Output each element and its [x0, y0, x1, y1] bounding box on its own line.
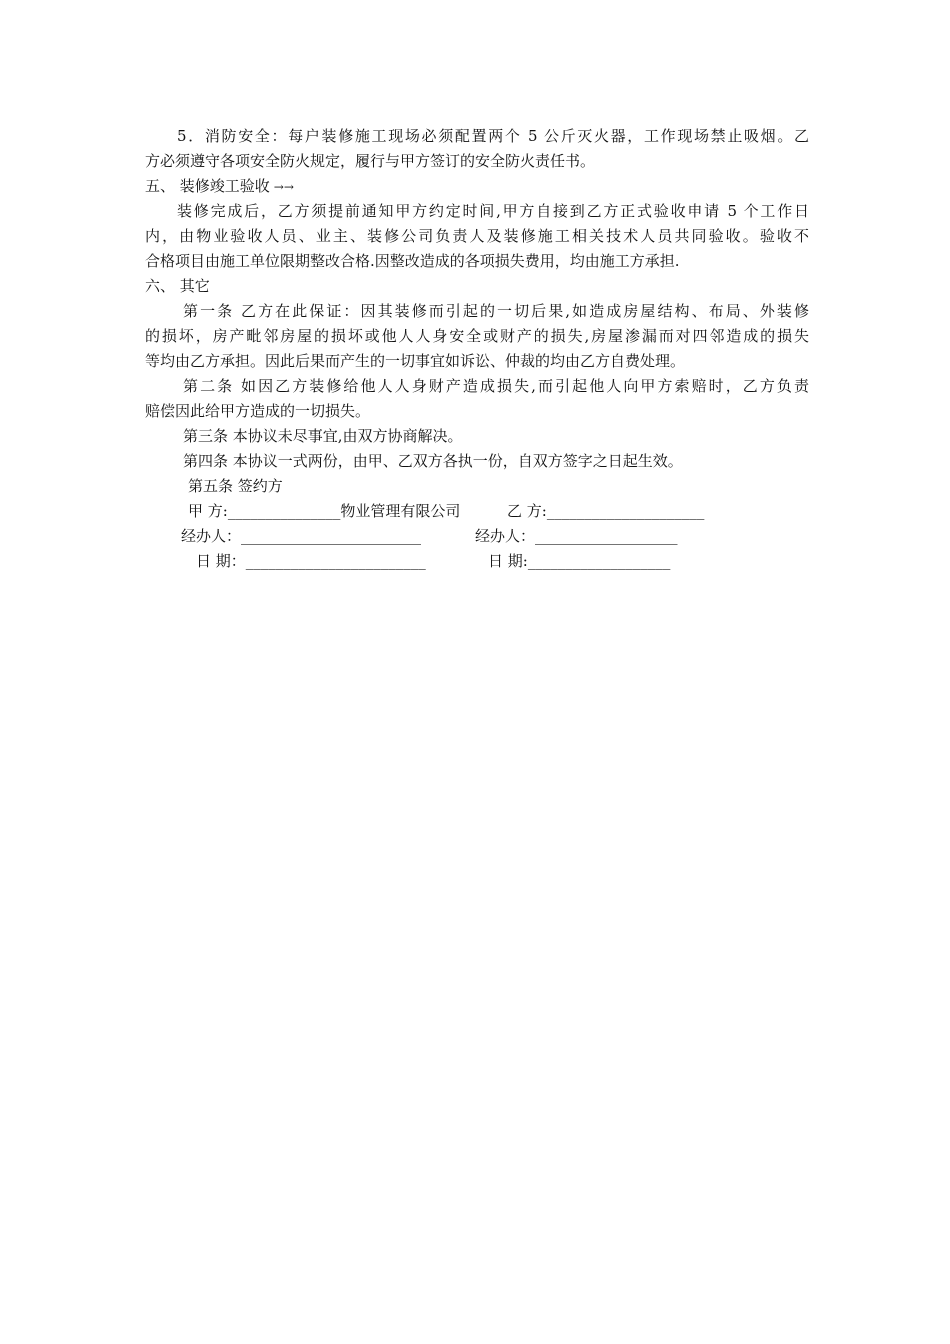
date-a-field: 日 期：________________________ [196, 552, 426, 570]
item5-line2: 方必须遵守各项安全防火规定，履行与甲方签订的安全防火责任书。 [145, 152, 596, 170]
agent-b-signature-field: 经办人：___________________ [475, 527, 678, 545]
signature-row-parties [145, 499, 809, 524]
section5-heading [145, 174, 809, 199]
section5-paragraph-line3: 合格项目由施工单位限期整改合格.因整改造成的各项损失费用，均由施工方承担. [145, 252, 680, 270]
document-page [145, 124, 809, 574]
agent-a-signature-field: 经办人：________________________ [181, 527, 422, 545]
item5-line1: 5．消防安全：每户装修施工现场必须配置两个 5 公斤灭火器，工作现场禁止吸烟。乙 [177, 127, 809, 145]
article1-line1: 第一条 乙方在此保证：因其装修而引起的一切后果,如造成房屋结构、布局、外装修 [183, 302, 809, 320]
section5-heading-text: 五、 装修竣工验收 [145, 177, 270, 195]
signature-row-dates [145, 549, 809, 574]
date-b-field: 日 期:___________________ [488, 552, 671, 570]
signature-row-agents [145, 524, 809, 549]
article2-line2: 赔偿因此给甲方造成的一切损失。 [145, 402, 371, 420]
article1-line2: 的损坏，房产毗邻房屋的损坏或他人人身安全或财产的损失,房屋渗漏而对四邻造成的损失 [145, 327, 809, 345]
article2-line1: 第二条 如因乙方装修给他人人身财产造成损失,而引起他人向甲方索赔时，乙方负责 [183, 377, 809, 395]
party-a-signature-field: 甲 方:_______________物业管理有限公司 [188, 502, 461, 520]
section5-paragraph-line1: 装修完成后，乙方须提前通知甲方约定时间,甲方自接到乙方正式验收申请 5 个工作日 [177, 202, 809, 220]
article5: 第五条 签约方 [188, 477, 283, 495]
section5-paragraph-line2: 内，由物业验收人员、业主、装修公司负责人及装修施工相关技术人员共同验收。验收不 [145, 227, 809, 245]
article4: 第四条 本协议一式两份，由甲、乙双方各执一份，自双方签字之日起生效。 [183, 452, 683, 470]
party-b-signature-field: 乙 方:_____________________ [507, 502, 705, 520]
article1-line3: 等均由乙方承担。因此后果而产生的一切事宜如诉讼、仲裁的均由乙方自费处理。 [145, 352, 686, 370]
article3: 第三条 本协议未尽事宜,由双方协商解决。 [183, 427, 463, 445]
section6-heading: 六、 其它 [145, 277, 210, 295]
arrow-icon: →→ [273, 180, 294, 194]
